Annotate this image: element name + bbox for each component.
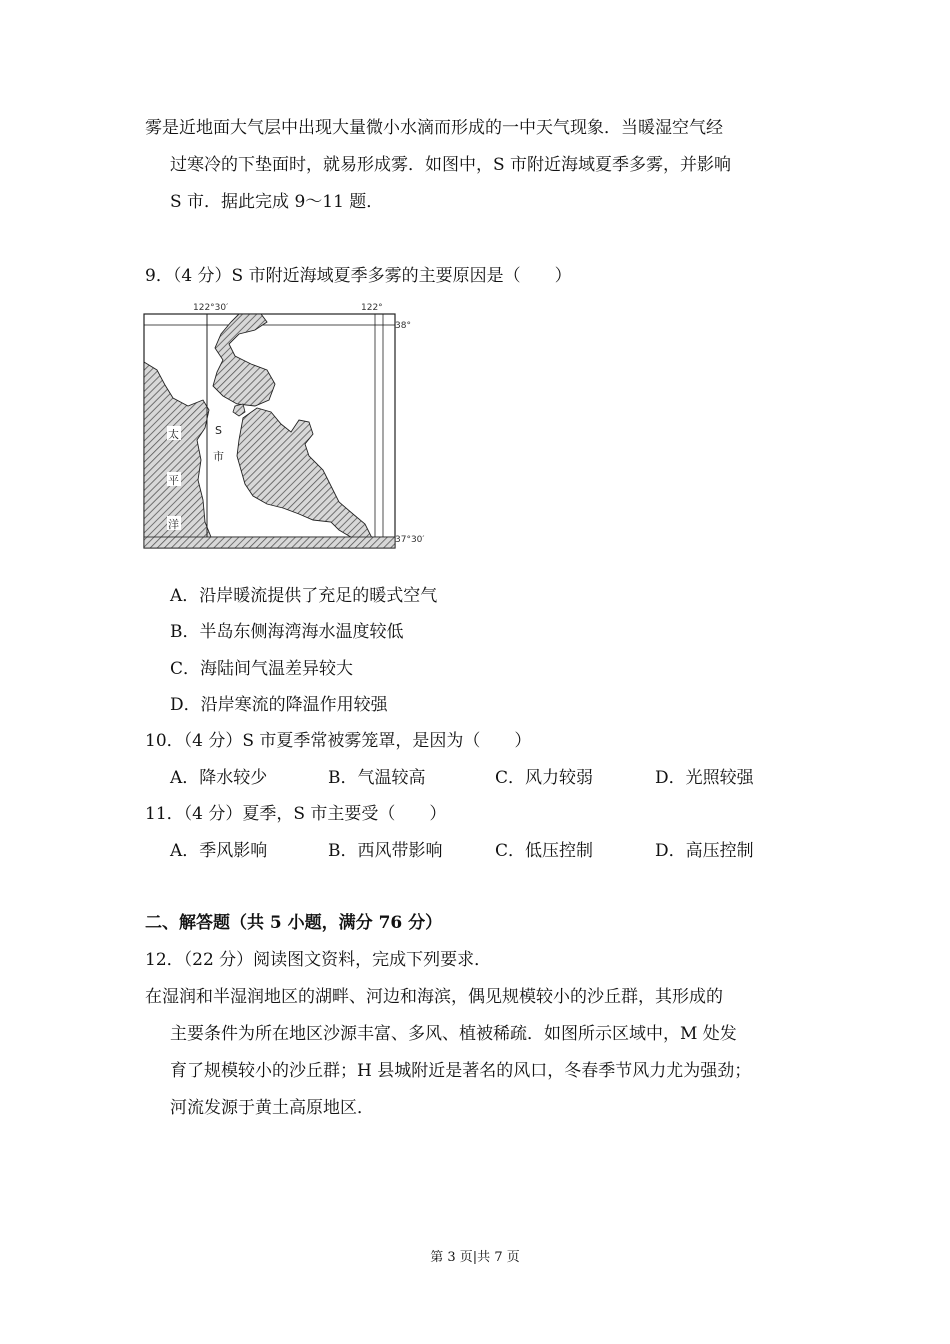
q12-material-line-2: 主要条件为所在地区沙源丰富、多风、植被稀疏．如图所示区域中，M 处发 [170, 1024, 737, 1044]
q10-option-b: B．气温较高 [328, 768, 426, 788]
q9-option-d: D．沿岸寒流的降温作用较强 [170, 695, 388, 715]
longitude-label-left: 122°30′ [193, 303, 229, 313]
q11-option-b: B．西风带影响 [328, 841, 443, 861]
q12-material-line-3: 育了规模较小的沙丘群；H 县城附近是著名的风口，冬春季节风力尤为强劲； [170, 1061, 752, 1081]
question-11-stem: 11．（4 分）夏季，S 市主要受（ ） [145, 804, 447, 824]
question-12-stem: 12．（22 分）阅读图文资料，完成下列要求． [145, 950, 492, 970]
latitude-label-bottom: 37°30′ [395, 535, 425, 545]
city-label-shi: 市 [213, 450, 224, 463]
longitude-label-right: 122° [361, 303, 383, 313]
q11-option-c: C．低压控制 [495, 841, 594, 861]
q10-option-d: D．光照较强 [655, 768, 754, 788]
city-label-s: S [215, 424, 222, 437]
q10-option-c: C．风力较弱 [495, 768, 594, 788]
page-footer: 第 3 页|共 7 页 [430, 1250, 520, 1265]
latitude-label-top: 38° [395, 321, 411, 331]
fog-region-map [143, 300, 425, 552]
q9-option-a: A．沿岸暖流提供了充足的暖式空气 [170, 586, 438, 606]
q12-material-line-4: 河流发源于黄土高原地区． [170, 1098, 374, 1118]
q9-option-b: B．半岛东侧海湾海水温度较低 [170, 622, 404, 642]
q11-option-d: D．高压控制 [655, 841, 754, 861]
question-9-stem: 9．（4 分）S 市附近海域夏季多雾的主要原因是（ ） [145, 266, 572, 286]
q10-option-a: A．降水较少 [170, 768, 268, 788]
ocean-label-char-3: 洋 [168, 518, 179, 531]
q9-option-c: C．海陆间气温差异较大 [170, 659, 354, 679]
ocean-label-char-2: 平 [168, 474, 179, 487]
intro-line-2: 过寒冷的下垫面时，就易形成雾．如图中，S 市附近海域夏季多雾，并影响 [170, 155, 732, 175]
intro-line-1: 雾是近地面大气层中出现大量微小水滴而形成的一中天气现象．当暖湿空气经 [145, 118, 723, 138]
question-10-stem: 10．（4 分）S 市夏季常被雾笼罩，是因为（ ） [145, 731, 532, 751]
ocean-label-char-1: 太 [168, 428, 179, 441]
intro-line-3: S 市．据此完成 9～11 题． [170, 192, 384, 212]
q12-material-line-1: 在湿润和半湿润地区的湖畔、河边和海滨，偶见规模较小的沙丘群，其形成的 [145, 987, 723, 1007]
q11-option-a: A．季风影响 [170, 841, 268, 861]
section-2-heading: 二、解答题（共 5 小题，满分 76 分） [145, 913, 443, 933]
